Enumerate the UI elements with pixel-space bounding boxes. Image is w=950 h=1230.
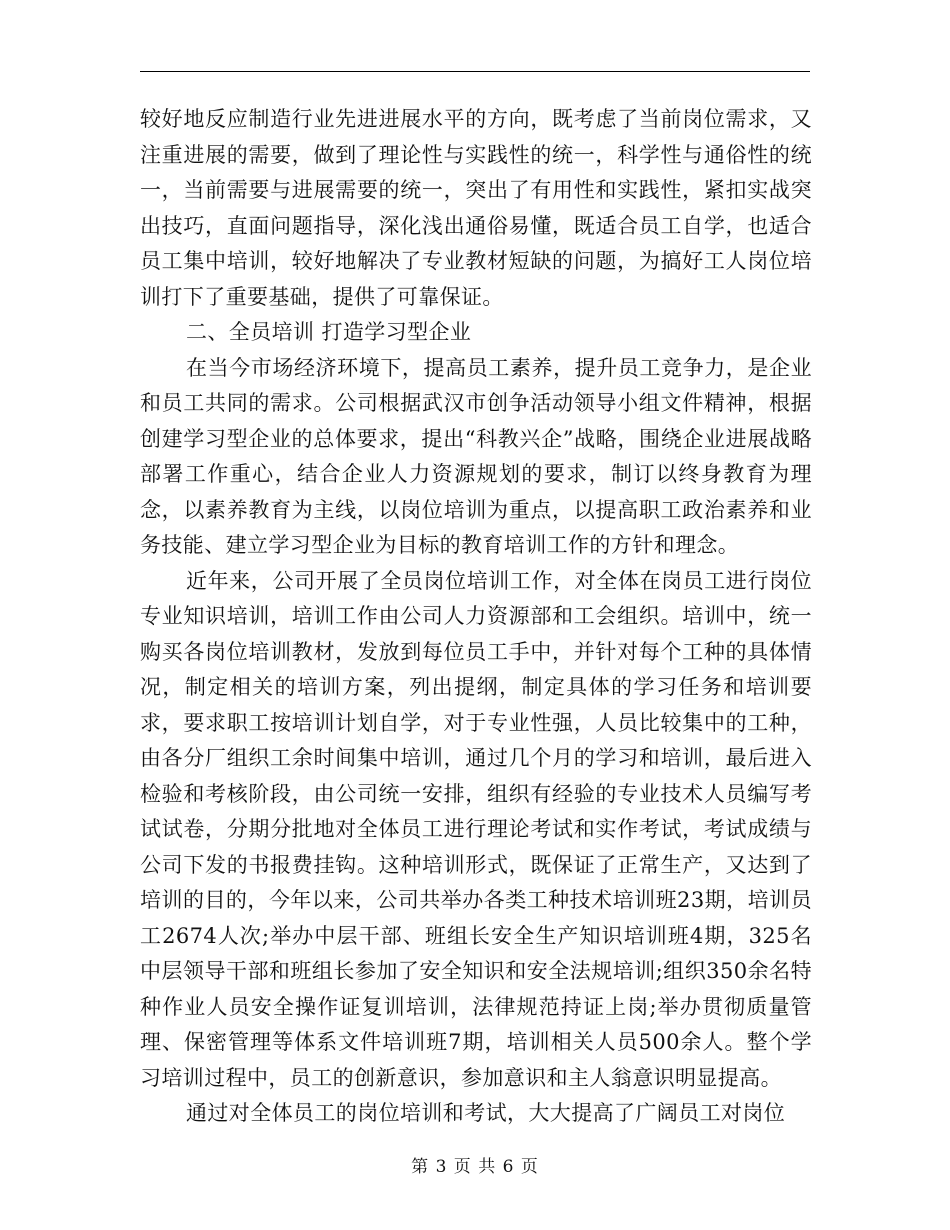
page-footer [0,1152,950,1177]
paragraph-continuation: 较好地反应制造行业先进进展水平的方向，既考虑了当前岗位需求，又注重进展的需要，做到了理论性与实践性的统一，科学性与通俗性的统一，当前需要与进展需要的统一，突出了有用性和实践性，紧扣实战突出技巧，直面问题指导，深化浅出通俗易懂，既适合员工自学，也适合员工集中培训，较好地解决了专业教材短缺的问题，为搞好工人岗位培训打下了重要基础，提供了可靠保证。 [140,107,812,309]
paragraph: 近年来，公司开展了全员岗位培训工作，对全体在岗员工进行岗位专业知识培训，培训工作由公司人力资源部和工会组织。培训中，统一购买各岗位培训教材，发放到每位员工手中，并针对每个工种的具体情况，制定相关的培训方案，列出提纲，制定具体的学习任务和培训要求，要求职工按培训计划自学，对于专业性强，人员比较集中的工种，由各分厂组织工余时间集中培训，通过几个月的学习和培训，最后进入检验和考核阶段，由公司统一安排，组织有经验的专业技术人员编写考试试卷，分期分批地对全体员工进行理论考试和实作考试，考试成绩与公司下发的书报费挂钩。这种培训形式，既保证了正常生产，又达到了培训的目的，今年以来，公司共举办各类工种技术培训班23期，培训员工2674人次;举办中层干部、班组长安全生产知识培训班4期，325名中层领导干部和班组长参加了安全知识和安全法规培训;组织350余名特种作业人员安全操作证复训培训，法律规范持证上岗;举办贯彻质量管理、保密管理等体系文件培训班7期，培训相关人员500余人。整个学习培训过程中，员工的创新意识，参加意识和主人翁意识明显提高。 [140,568,812,1090]
section-heading: 二、全员培训 打造学习型企业 [186,320,472,344]
paragraph: 通过对全体员工的岗位培训和考试，大大提高了广阔员工对岗位 [186,1101,786,1125]
header-rule [140,71,810,72]
page-number-label: 第 3 页 共 6 页 [411,1157,539,1177]
paragraph: 在当今市场经济环境下，提高员工素养，提升员工竞争力，是企业和员工共同的需求。公司根据武汉市创争活动领导小组文件精神，根据创建学习型企业的总体要求，提出“科教兴企”战略，围绕企业进展战略部署工作重心，结合企业人力资源规划的要求，制订以终身教育为理念，以素养教育为主线，以岗位培训为重点，以提高职工政治素养和业务技能、建立学习型企业为目标的教育培训工作的方针和理念。 [140,355,812,557]
document-body [140,102,812,1132]
